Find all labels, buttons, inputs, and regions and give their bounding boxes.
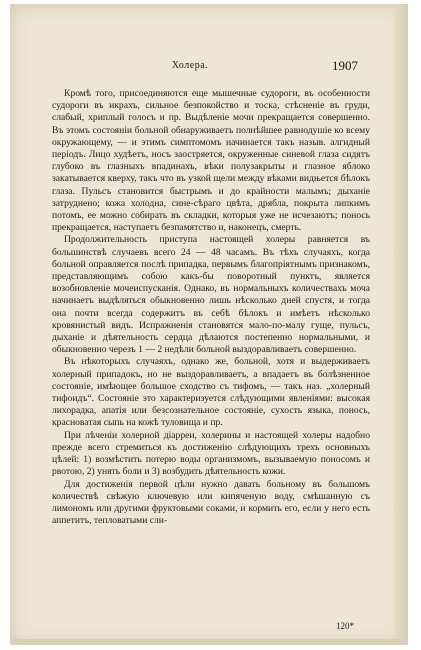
paragraph: Для достиженія первой цѣли нужно давать больному въ большомъ количествѣ свѣжую ключевую или кипяченую воду, смѣшанную съ лимономъ или другими фруктовыми соками, и кормить его, если у него есть аппетитъ, тепловатыми сли- (52, 478, 370, 527)
page-number: 1907 (332, 58, 358, 73)
running-head (10, 60, 408, 76)
running-head-title: Холера. (171, 60, 209, 71)
book-page (10, 4, 408, 645)
page-edge-shadow (394, 4, 408, 645)
paragraph: Кромѣ того, присоединяются еще мышечные судороги, въ особенности судороги въ икрахъ, сильное безпокойство и тоска, стѣсненіе въ груди, слабый, хриплый голосъ и пр. Выдѣленіе мочи прекращается совершенно. Въ этомъ состояніи больной обнаруживаетъ полнѣйшее равнодушіе ко всему окружающему, — и этимъ симптомомъ начинается такъ назыв. алгидный періодъ. Лицо худѣетъ, носъ заостряется, окруженные синевой глаза сидятъ глубоко въ глазныхъ впадинахъ, вѣки полузакрыты и глазное яблоко закатывается кверху, такъ что въ узкой щели между вѣками видњется бѣлокъ глаза. Пульсъ становится быстрымъ и до крайности малымъ; дыханіе затруднено; кожа холодна, сине-сѣраго цвѣта, дрябла, покрыта липкимъ потомъ, ее можно собирать въ складки, которыя уже не исчезаютъ; понось прекращается, наступаетъ безпамятство и, наконецъ, смерть. (52, 88, 370, 234)
paragraph: Продолжительность приступа настоящей холеры равняется въ большинствѣ случаевъ всего 24 — 48 часамъ. Въ тѣхъ случаяхъ, когда больной оправляется послѣ припадка, первымъ благопріятнымъ признакомъ, представляющимъ собою какъ-бы поворотный пунктъ, является возобновленіе мочеиспусканія. Однако, въ нормальныхъ количествахъ моча начинаетъ выдѣляться обыкновенно лишь нѣсколько дней спустя, и тогда она почти всегда содержитъ въ себѣ бѣлокъ и имѣетъ нѣсколько кровянистый видъ. Испражненія становятся мало-по-малу гуще, пульсъ, дыханіе и дѣятельность сердца дѣлаются постепенно нормальными, и обыкновенно черезъ 1 — 2 недѣли больной выздоравливаетъ совершенно. (52, 234, 370, 356)
signature-mark: 120* (336, 621, 354, 631)
paragraph: Въ нѣкоторыхъ случаяхъ, однако же, больной, хотя и выдерживаетъ холерный припадокъ, но не выздоравливаетъ, а впадаетъ въ болѣзненное состояніе, имѣющее большое сходство съ тифомъ, — такъ наз. „холерный тифоидъ“. Состояніе это характеризуется слѣдующими явленіями: высокая лихорадка, апатія или безсознательное состояніе, сухость языка, понось, красноватая сыпь на кожѣ туловища и пр. (52, 356, 370, 429)
paragraph: При лѣченіи холерной діарреи, холерины и настоящей холеры надобно прежде всего стремиться къ достиженію слѣдующихъ трехъ основныхъ цѣлей: 1) возмѣстить потерю воды организмомъ, вызываемую поносомъ и рвотою, 2) унять боли и 3) возбудить дѣятельность кожи. (52, 429, 370, 478)
page-bottom-edge (10, 639, 408, 645)
body-text (52, 88, 370, 527)
